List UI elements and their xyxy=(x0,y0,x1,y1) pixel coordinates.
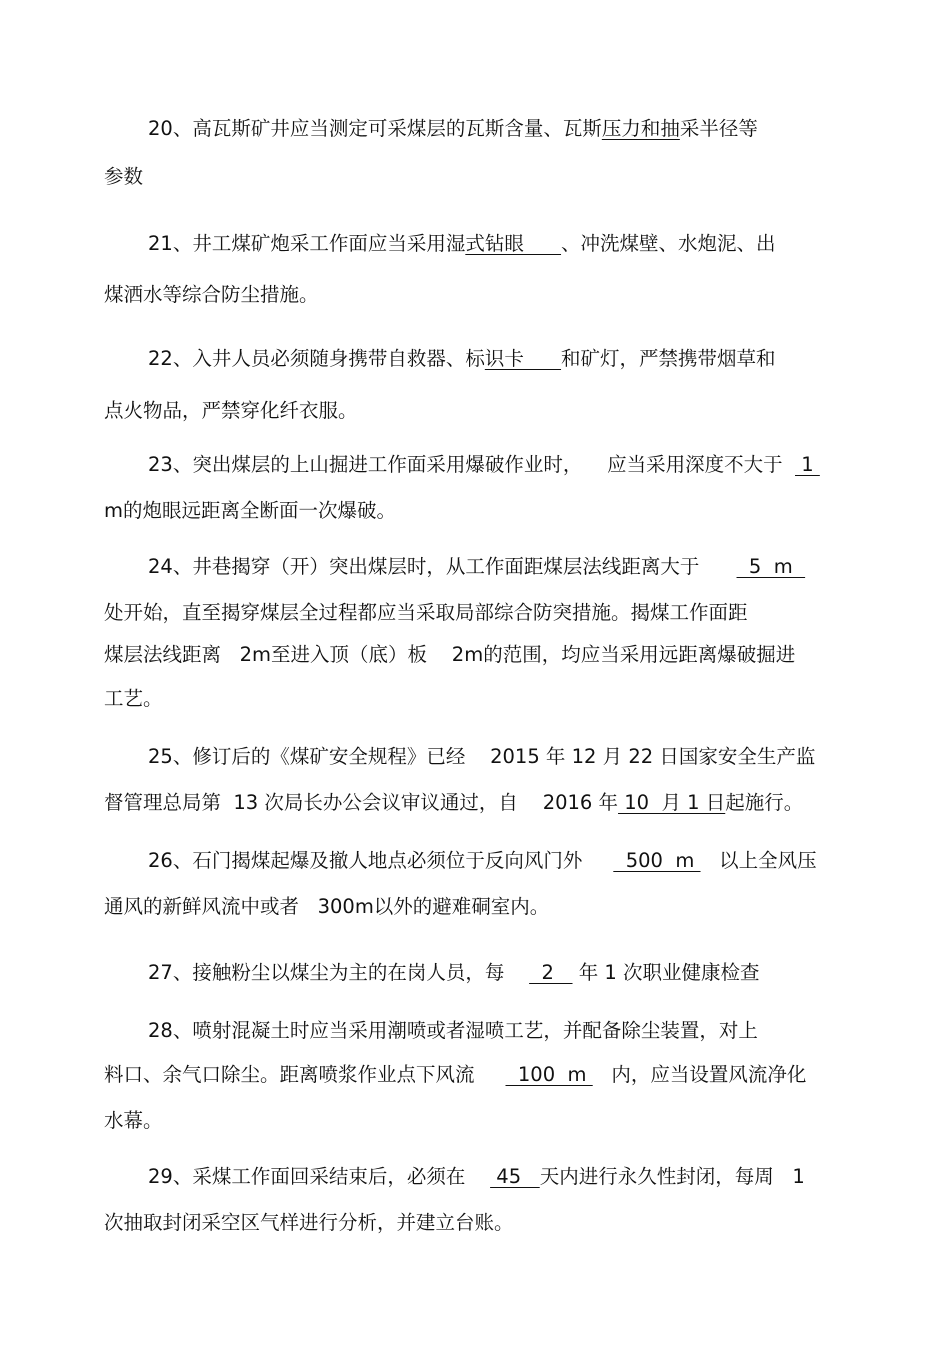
answer-blank: 式钻眼 xyxy=(465,232,562,255)
item-24-line-4 xyxy=(104,686,163,712)
text-segment: 年 1 次职业健康检查 xyxy=(572,961,760,984)
text-segment: 22、入井人员必须随身携带自救器、标 xyxy=(148,347,485,370)
text-segment: 25、修订后的《煤矿安全规程》已经 2015 年 12 月 22 日国家安全生产监 xyxy=(148,745,816,768)
text-segment: 工艺。 xyxy=(104,687,163,710)
text-segment: 料口、余气口除尘。距离喷浆作业点下风流 xyxy=(104,1063,506,1086)
item-29-line-1 xyxy=(148,1164,805,1190)
item-26-line-2 xyxy=(104,894,549,920)
item-29-line-2 xyxy=(104,1210,514,1236)
text-segment: 处开始，直至揭穿煤层全过程都应当采取局部综合防突措施。揭煤工作面距 xyxy=(104,601,748,624)
item-27-line-1 xyxy=(148,960,760,986)
item-23-line-2 xyxy=(104,498,396,524)
item-26-line-1 xyxy=(148,848,817,874)
text-segment: 水幕。 xyxy=(104,1109,163,1132)
text-segment: 次抽取封闭采空区气样进行分析，并建立台账。 xyxy=(104,1211,514,1234)
answer-blank: 1 xyxy=(795,453,820,476)
text-segment: 督管理总局第 13 次局长办公会议审议通过，自 2016 年 xyxy=(104,791,619,814)
text-segment: 煤层法线距离 2m至进入顶（底）板 2m的范围，均应当采用远距离爆破掘进 xyxy=(104,643,796,666)
answer-blank: 10 月 1 日 xyxy=(618,791,726,814)
text-segment: 26、石门揭煤起爆及撤人地点必须位于反向风门外 xyxy=(148,849,614,872)
item-22-line-2 xyxy=(104,398,358,424)
item-20-line-2 xyxy=(104,164,143,190)
text-segment: 天内进行永久性封闭，每周 1 xyxy=(539,1165,805,1188)
text-segment: 24、井巷揭穿（开）突出煤层时，从工作面距煤层法线距离大于 xyxy=(148,555,737,578)
text-segment: 以上全风压 xyxy=(700,849,817,872)
text-segment: 20、高瓦斯矿井应当测定可采煤层的瓦斯含量、瓦斯 xyxy=(148,117,602,140)
item-20-line-1 xyxy=(148,116,758,142)
text-segment: 23、突出煤层的上山掘进工作面采用爆破作业时， 应当采用深度不大于 xyxy=(148,453,796,476)
item-23-line-1 xyxy=(148,452,820,478)
text-segment: 采半径等 xyxy=(679,117,758,140)
item-28-line-1 xyxy=(148,1018,758,1044)
answer-blank: 45 xyxy=(490,1165,540,1188)
text-segment: 参数 xyxy=(104,165,144,188)
text-segment: 和矿灯，严禁携带烟草和 xyxy=(561,347,776,370)
text-segment: m的炮眼远距离全断面一次爆破。 xyxy=(104,499,396,522)
text-segment: 、冲洗煤壁、水炮泥、出 xyxy=(561,232,776,255)
item-24-line-2 xyxy=(104,600,748,626)
text-segment: 内，应当设置风流净化 xyxy=(592,1063,807,1086)
item-21-line-2 xyxy=(104,282,319,308)
text-segment: 27、接触粉尘以煤尘为主的在岗人员，每 xyxy=(148,961,530,984)
item-21-line-1 xyxy=(148,231,776,257)
answer-blank: 2 xyxy=(529,961,573,984)
answer-blank: 500 m xyxy=(613,849,701,872)
answer-blank: 识卡 xyxy=(484,347,562,370)
item-24-line-3 xyxy=(104,642,795,668)
item-25-line-2 xyxy=(104,790,803,816)
text-segment: 28、喷射混凝土时应当采用潮喷或者湿喷工艺，并配备除尘装置，对上 xyxy=(148,1019,758,1042)
text-segment: 29、采煤工作面回采结束后，必须在 xyxy=(148,1165,491,1188)
text-segment: 21、井工煤矿炮采工作面应当采用湿 xyxy=(148,232,466,255)
item-24-line-1 xyxy=(148,554,805,580)
item-28-line-2 xyxy=(104,1062,806,1088)
text-segment: 煤洒水等综合防尘措施。 xyxy=(104,283,319,306)
item-25-line-1 xyxy=(148,744,815,770)
answer-blank: 压力和抽 xyxy=(601,117,680,140)
answer-blank: 5 m xyxy=(736,555,806,578)
item-22-line-1 xyxy=(148,346,776,372)
text-segment: 起施行。 xyxy=(725,791,804,814)
text-segment: 通风的新鲜风流中或者 300m以外的避难硐室内。 xyxy=(104,895,550,918)
text-segment: 点火物品，严禁穿化纤衣服。 xyxy=(104,399,358,422)
item-28-line-3 xyxy=(104,1108,163,1134)
answer-blank: 100 m xyxy=(505,1063,593,1086)
